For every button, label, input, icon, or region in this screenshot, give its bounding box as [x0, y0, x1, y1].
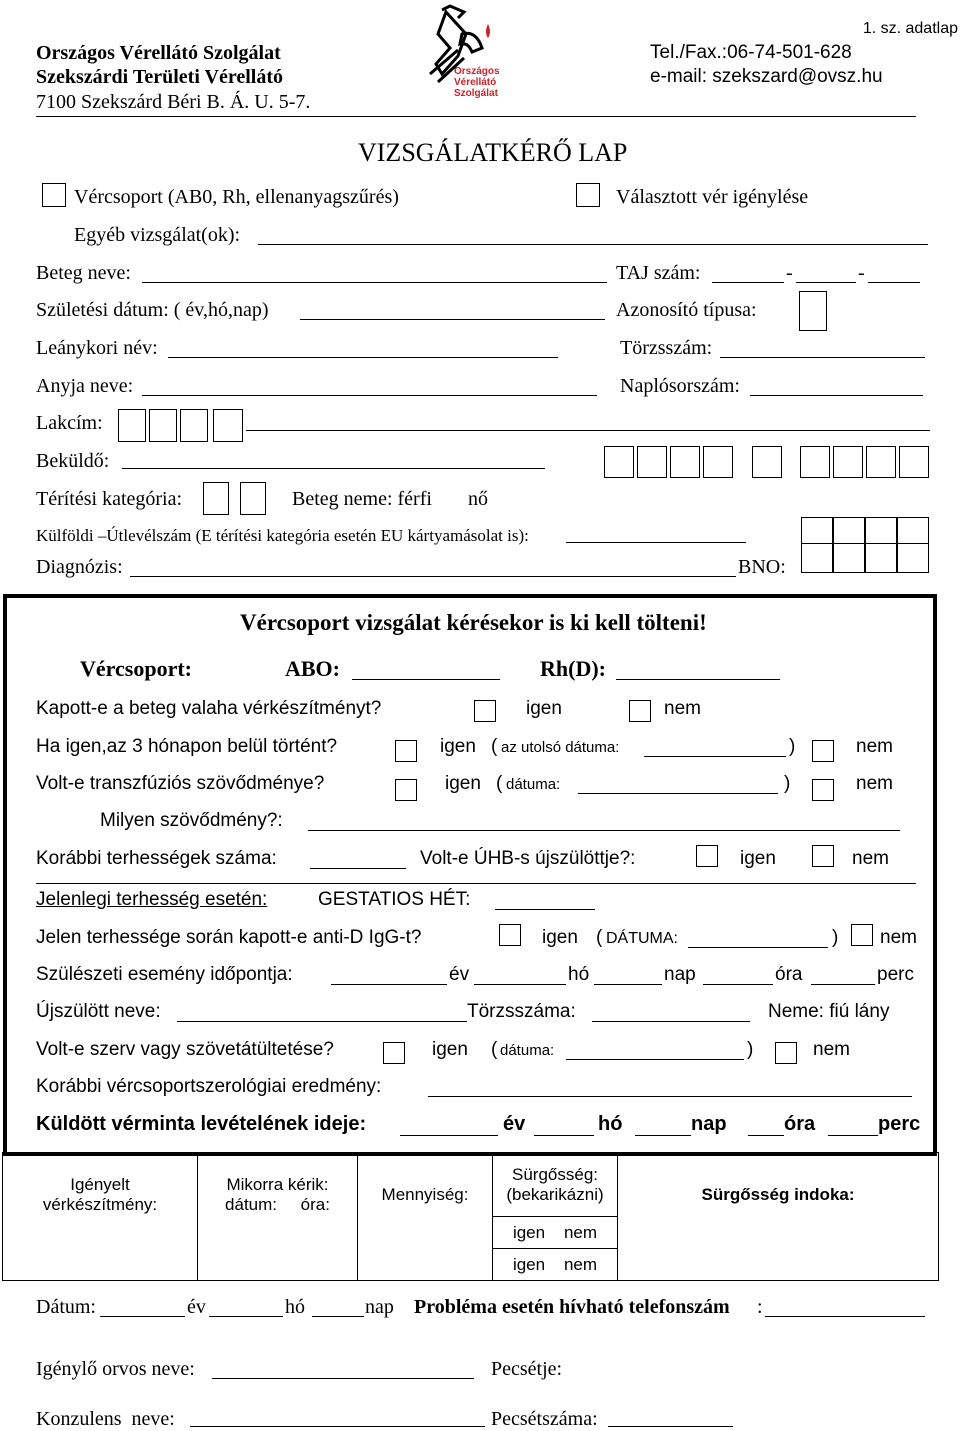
mother-name-field[interactable] [142, 395, 597, 396]
sample-hour-field[interactable] [748, 1135, 784, 1136]
stamp-number-field[interactable] [608, 1426, 733, 1427]
within-3m-yes-checkbox[interactable] [395, 740, 417, 762]
sample-month-label: hó [598, 1113, 623, 1135]
sender-code-box-9[interactable] [899, 446, 929, 478]
newborn-sex-label[interactable]: Neme: fiú lány [768, 1001, 890, 1022]
birth-event-month-label: hó [568, 964, 590, 985]
sample-time-label: Küldött vérminta levételének ideje: [36, 1113, 367, 1135]
anti-d-yes-label: igen [542, 927, 578, 948]
footer-day-label: nap [365, 1296, 394, 1318]
transplant-label: Volt-e szerv vagy szövetátültetése? [36, 1039, 334, 1060]
footer-day-field[interactable] [312, 1316, 364, 1317]
within-3m-yes-label: igen [440, 736, 476, 757]
ovsz-logo [418, 4, 518, 108]
maiden-name-field[interactable] [168, 357, 558, 358]
bno-box-8[interactable] [897, 543, 929, 573]
blood-box-heading: Vércsoport vizsgálat kérésekor is ki kell tölteni! [240, 610, 707, 635]
copy-note: 1. sz. adatlap [862, 20, 958, 37]
birth-date-label: Születési dátum: ( év,hó,nap) [36, 299, 269, 321]
consultant-name-field[interactable] [190, 1426, 485, 1427]
footer-month-label: hó [285, 1296, 305, 1318]
newborn-name-field[interactable] [177, 1021, 467, 1022]
q-within-3-months: Ha igen,az 3 hónapon belül történt? [36, 736, 338, 757]
consultant-name-label: Konzulens neve: [36, 1408, 175, 1430]
paren-open: ( [491, 1039, 498, 1060]
selected-blood-checkbox[interactable] [576, 183, 600, 207]
diagnosis-field[interactable] [130, 576, 736, 577]
sample-year-field[interactable] [400, 1135, 498, 1136]
log-no-field[interactable] [750, 395, 923, 396]
anti-d-date-field[interactable] [688, 947, 828, 948]
footer-date-label: Dátum: [36, 1296, 96, 1318]
taj-dash-1: - [786, 262, 793, 284]
birth-event-day-field[interactable] [594, 984, 662, 985]
complication-no-checkbox[interactable] [812, 779, 834, 801]
sender-field[interactable] [122, 468, 545, 469]
paren-open: ( [496, 773, 503, 794]
birth-event-hour-label: óra [775, 964, 803, 985]
sample-year-label: év [503, 1113, 526, 1135]
prev-serology-field[interactable] [428, 1096, 912, 1097]
doctor-name-label: Igénylő orvos neve: [36, 1358, 195, 1380]
paren-close: ) [832, 927, 839, 948]
urgency-reason-header: Sürgősség indoka: [618, 1153, 939, 1281]
bno-box-2[interactable] [833, 517, 865, 545]
patient-sex-female[interactable]: nő [468, 488, 488, 510]
received-no-checkbox[interactable] [629, 700, 651, 722]
sample-day-label: nap [691, 1113, 727, 1135]
complication-type-field[interactable] [308, 830, 900, 831]
newborn-reg-label: Törzsszáma: [467, 1001, 576, 1022]
org-address: 7100 Szekszárd Béri B. Á. U. 5-7. [36, 91, 311, 113]
uhb-yes-checkbox[interactable] [696, 845, 718, 867]
newborn-reg-field[interactable] [592, 1021, 750, 1022]
urgency-options-2[interactable]: igen nem [493, 1249, 618, 1281]
bno-box-6[interactable] [833, 543, 865, 573]
birth-date-field[interactable] [300, 319, 605, 320]
transplant-no-checkbox[interactable] [775, 1042, 797, 1064]
blood-group-test-label: Vércsoport (AB0, Rh, ellenanyagszűrés) [74, 186, 399, 208]
paren-close: ) [747, 1039, 754, 1060]
foreign-passport-label: Külföldi –Útlevélszám (E térítési kategória esetén EU kártyamásolat is): [36, 526, 529, 545]
transplant-yes-label: igen [432, 1039, 468, 1060]
birth-event-year-label: év [449, 964, 470, 985]
received-yes-checkbox[interactable] [474, 700, 496, 722]
patient-sex-label[interactable]: Beteg neme: férfi [292, 488, 432, 510]
paren-open: ( [491, 736, 498, 757]
blood-group-test-checkbox[interactable] [42, 183, 66, 207]
patient-name-label: Beteg neve: [36, 262, 131, 284]
sender-code-box-5[interactable] [752, 446, 782, 478]
pregnancy-divider [36, 883, 916, 884]
log-no-label: Naplósorszám: [620, 375, 740, 397]
rhd-field[interactable] [616, 679, 780, 680]
transplant-no-label: nem [813, 1039, 850, 1060]
address-field[interactable] [246, 430, 930, 431]
id-type-box[interactable] [799, 291, 827, 331]
footer-year-label: év [187, 1296, 206, 1318]
uhb-label: Volt-e ÚHB-s újszülöttje?: [420, 848, 636, 869]
uhb-no-checkbox[interactable] [812, 845, 834, 867]
taj-field-1[interactable] [712, 282, 784, 283]
sample-minute-label: perc [878, 1113, 921, 1135]
prev-pregnancies-field[interactable] [310, 868, 406, 869]
anti-d-no-label: nem [880, 927, 917, 948]
requested-product-header: Igényelt vérkészítmény: [3, 1153, 198, 1281]
taj-field-3[interactable] [868, 282, 920, 283]
rhd-label: Rh(D): [540, 656, 606, 681]
bno-box-4[interactable] [897, 517, 929, 545]
bno-box-1[interactable] [801, 517, 833, 545]
foreign-passport-field[interactable] [566, 542, 746, 543]
postcode-box-1[interactable] [118, 409, 146, 442]
complication-date-label: dátuma: [506, 776, 561, 793]
header-rule [36, 116, 916, 117]
uhb-yes-label: igen [740, 848, 776, 869]
prev-serology-label: Korábbi vércsoportszerológiai eredmény: [36, 1076, 382, 1097]
logo-text: Országos Vérellátó Szolgálat [454, 66, 500, 99]
q-received-blood: Kapott-e a beteg valaha vérkészítményt? [36, 698, 382, 719]
within-3m-no-label: nem [856, 736, 893, 757]
when-needed-header: Mikorra kérik: dátum: óra: [198, 1153, 358, 1281]
paren-open: ( [596, 927, 603, 948]
org-branch: Szekszárdi Területi Vérellátó [36, 66, 284, 88]
complication-yes-label: igen [445, 773, 481, 794]
sender-code-box-2[interactable] [637, 446, 667, 478]
q-complication: Volt-e transzfúziós szövődménye? [36, 773, 325, 794]
org-phone: Tel./Fax.:06-74-501-628 [650, 42, 852, 63]
id-type-label: Azonosító típusa: [616, 299, 757, 321]
postcode-box-4[interactable] [213, 409, 243, 442]
quantity-header: Mennyiség: [358, 1153, 493, 1281]
postcode-box-2[interactable] [149, 409, 177, 442]
birth-event-label: Szülészeti esemény időpontja: [36, 964, 293, 985]
complication-no-label: nem [856, 773, 893, 794]
other-tests-label: Egyéb vizsgálat(ok): [74, 224, 241, 246]
mother-name-label: Anyja neve: [36, 375, 134, 397]
gestation-field[interactable] [495, 909, 595, 910]
address-label: Lakcím: [36, 412, 103, 434]
complication-type-label: Milyen szövődmény?: [100, 810, 283, 831]
sender-label: Beküldő: [36, 450, 110, 472]
sender-code-box-4[interactable] [703, 446, 733, 478]
birth-event-minute-label: perc [877, 964, 914, 985]
sender-code-box-8[interactable] [866, 446, 896, 478]
fee-category-box-1[interactable] [203, 482, 229, 515]
request-table [2, 1152, 939, 1281]
last-date-field[interactable] [644, 756, 786, 757]
sample-day-field[interactable] [635, 1135, 691, 1136]
birth-event-minute-field[interactable] [811, 984, 875, 985]
taj-dash-2: - [858, 262, 865, 284]
abo-label: ABO: [285, 656, 340, 681]
anti-d-no-checkbox[interactable] [851, 924, 873, 946]
taj-label: TAJ szám: [616, 262, 701, 284]
last-date-label: az utolsó dátuma: [501, 739, 620, 756]
complication-yes-checkbox[interactable] [395, 779, 417, 801]
taj-field-2[interactable] [796, 282, 856, 283]
sample-month-field[interactable] [534, 1135, 594, 1136]
received-no-label: nem [664, 698, 701, 719]
maiden-name-label: Leánykori név: [36, 337, 158, 359]
birth-event-hour-field[interactable] [703, 984, 773, 985]
urgency-header: Sürgősség: (bekarikázni) [493, 1153, 618, 1217]
paren-close: ) [784, 773, 791, 794]
gestation-label: GESTATIOS HÉT: [318, 889, 471, 910]
other-tests-field[interactable] [258, 244, 928, 245]
birth-event-month-field[interactable] [474, 984, 566, 985]
selected-blood-label: Választott vér igénylése [616, 186, 809, 208]
blood-group-label: Vércsoport: [80, 656, 192, 681]
sender-code-box-7[interactable] [833, 446, 863, 478]
org-name: Országos Vérellátó Szolgálat [36, 42, 281, 64]
transplant-yes-checkbox[interactable] [383, 1042, 405, 1064]
register-no-field[interactable] [720, 357, 925, 358]
current-pregnancy-label: Jelenlegi terhesség esetén: [36, 889, 268, 910]
sample-hour-label: óra [784, 1113, 816, 1135]
prev-pregnancies-label: Korábbi terhességek száma: [36, 848, 277, 869]
footer-year-field[interactable] [100, 1316, 185, 1317]
stamp-number-label: Pecsétszáma: [491, 1408, 598, 1430]
sender-code-box-3[interactable] [670, 446, 700, 478]
diagnosis-label: Diagnózis: [36, 556, 123, 578]
bno-box-3[interactable] [865, 517, 897, 545]
sender-code-box-6[interactable] [800, 446, 830, 478]
newborn-name-label: Újszülött neve: [36, 1001, 161, 1022]
anti-d-yes-checkbox[interactable] [499, 924, 521, 946]
problem-phone-label: Probléma esetén hívható telefonszám [414, 1296, 730, 1318]
problem-phone-field[interactable] [765, 1316, 925, 1317]
doctor-stamp-label: Pecsétje: [491, 1358, 563, 1380]
postcode-box-3[interactable] [180, 409, 208, 442]
sample-minute-field[interactable] [828, 1135, 878, 1136]
doctor-name-field[interactable] [212, 1378, 474, 1379]
bno-box-7[interactable] [865, 543, 897, 573]
birth-event-day-label: nap [664, 964, 696, 985]
bno-label: BNO: [738, 556, 786, 578]
transplant-date-field[interactable] [566, 1059, 744, 1060]
transplant-date-label: dátuma: [500, 1042, 555, 1059]
birth-event-year-field[interactable] [331, 984, 447, 985]
uhb-no-label: nem [852, 848, 889, 869]
anti-d-date-label: DÁTUMA: [606, 930, 678, 947]
within-3m-no-checkbox[interactable] [812, 740, 834, 762]
bno-box-5[interactable] [801, 543, 833, 573]
fee-category-label: Térítési kategória: [36, 488, 183, 510]
complication-date-field[interactable] [578, 793, 778, 794]
urgency-options-1[interactable]: igen nem [493, 1217, 618, 1249]
fee-category-box-2[interactable] [240, 482, 266, 515]
register-no-label: Törzsszám: [620, 337, 713, 359]
page-title: VIZSGÁLATKÉRŐ LAP [358, 138, 628, 167]
org-email: e-mail: szekszard@ovsz.hu [650, 66, 883, 87]
patient-name-field[interactable] [142, 282, 607, 283]
anti-d-label: Jelen terhessége során kapott-e anti-D IgG-t? [36, 927, 422, 948]
problem-phone-colon: : [757, 1296, 763, 1318]
abo-field[interactable] [352, 679, 500, 680]
footer-month-field[interactable] [209, 1316, 283, 1317]
received-yes-label: igen [526, 698, 562, 719]
paren-close: ) [789, 736, 796, 757]
sender-code-box-1[interactable] [604, 446, 634, 478]
